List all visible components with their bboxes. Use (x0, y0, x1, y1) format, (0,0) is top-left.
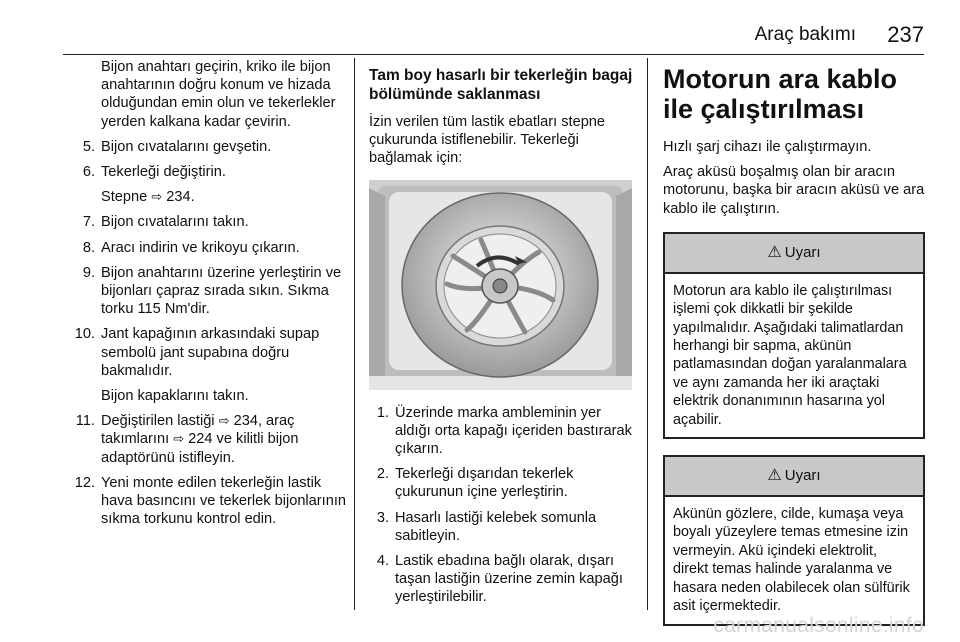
list-item: 12. Yeni monte edilen tekerleğin lastik hava basıncını ve tekerlek bijonlarının sıkma torkunu kontrol edin. (74, 474, 346, 528)
spare-wheel-well-illustration (369, 180, 632, 390)
warning-title: ⚠ Uyarı (665, 234, 923, 274)
list-item: 11. Değiştirilen lastiği ⇨ 234, araç takımlarını ⇨ 224 ve kilitli bijon adaptörünü istifleyin. (75, 413, 299, 466)
list-item: 3. Hasarlı lastiği kelebek somunla sabitleyin. (376, 509, 597, 544)
section-title: Araç bakımı (754, 24, 856, 45)
list-item: 6. Tekerleği değiştirin. Stepne ⇨ 234. (73, 163, 348, 206)
list-item: 10. Jant kapağının arkasındaki supap sembolü jant supabına doğru bakmalıdır. Bijon kapaklarını takın. (74, 326, 320, 405)
column-divider (647, 58, 648, 610)
list-item: 9. Bijon anahtarını üzerine yerleştirin ve bijonları çapraz sırada sıkın. Sıkma torku 115 Nm'dir. (82, 264, 342, 318)
cross-reference: Stepne ⇨ 234. (101, 189, 195, 206)
warning-box (663, 232, 925, 439)
page-header (0, 0, 960, 52)
list-item: 5. Bijon cıvatalarını gevşetin. (82, 138, 272, 155)
list-item: 7. Bijon cıvatalarını takın. (82, 214, 249, 231)
wheel-illustration (369, 180, 632, 390)
list-item: 4. Lastik ebadına bağlı olarak, dışarı taşan lastiğin üzerine zemin kapağı yerleştirilebilir. (376, 553, 623, 606)
arrow-outline-icon: ⇨ (218, 413, 230, 429)
list-item: 2. Tekerleği dışarıdan tekerlek çukurunun içine yerleştirin. (376, 466, 574, 501)
warning-text: Akünün gözlere, cilde, kumaşa veya boyalı yüzeylere temas etmesine izin vermeyin. Akü içindeki elektrolit, direkt temas halinde yaralanma ve hasara neden olabilecek olan sülfürik asit içermektedir. (673, 506, 910, 615)
warning-triangle-icon: ⚠ (767, 243, 782, 261)
step-intro: Bijon anahtarı geçirin, kriko ile bijon anahtarının doğru konum ve hizada olduğundan emin olun ve tekerlekler yerden kalkana kadar çevirin. (101, 59, 336, 130)
section-heading: Tam boy hasarlı bir tekerleğin bagaj bölümünde saklanması (369, 67, 633, 103)
column-3 (663, 58, 925, 642)
arrow-outline-icon: ⇨ (173, 431, 185, 447)
column-divider (354, 58, 355, 610)
watermark: carmanualsonline.info (713, 614, 924, 637)
paragraph: Hızlı şarj cihazı ile çalıştırmayın. (663, 139, 872, 155)
list-item: 1. Üzerinde marka ambleminin yer aldığı orta kapağı içeriden bastırarak çıkarın. (376, 404, 632, 458)
paragraph: İzin verilen tüm lastik ebatları stepne çukurunda istiflenebilir. Tekerleği bağlamak için: (369, 114, 606, 167)
column-2 (369, 58, 633, 614)
arrow-outline-icon: ⇨ (151, 189, 163, 205)
header-rule (63, 54, 924, 55)
warning-triangle-icon: ⚠ (767, 467, 782, 485)
page-number: 237 (887, 22, 924, 47)
warning-box (663, 455, 925, 625)
paragraph: Araç aküsü boşalmış olan bir aracın motorunu, başka bir aracın aküsü ve ara kablo ile çalıştırın. (663, 164, 925, 217)
warning-text: Motorun ara kablo ile çalıştırılması işlemi çok dikkatli bir şekilde yapılmalıdır. Aşağıdaki talimatlardan herhangi bir sapma, akünün patlamasından doğan yaralanmalara ve aynı zamanda her iki araçtaki elektrik donanımının hasarına yol açabilir. (673, 282, 907, 428)
column-1 (73, 58, 348, 535)
section-heading: Motorun ara kablo ile çalıştırılması (663, 64, 898, 124)
warning-title: ⚠ Uyarı (665, 457, 923, 497)
list-item: 8. Aracı indirin ve krikoyu çıkarın. (82, 239, 300, 256)
